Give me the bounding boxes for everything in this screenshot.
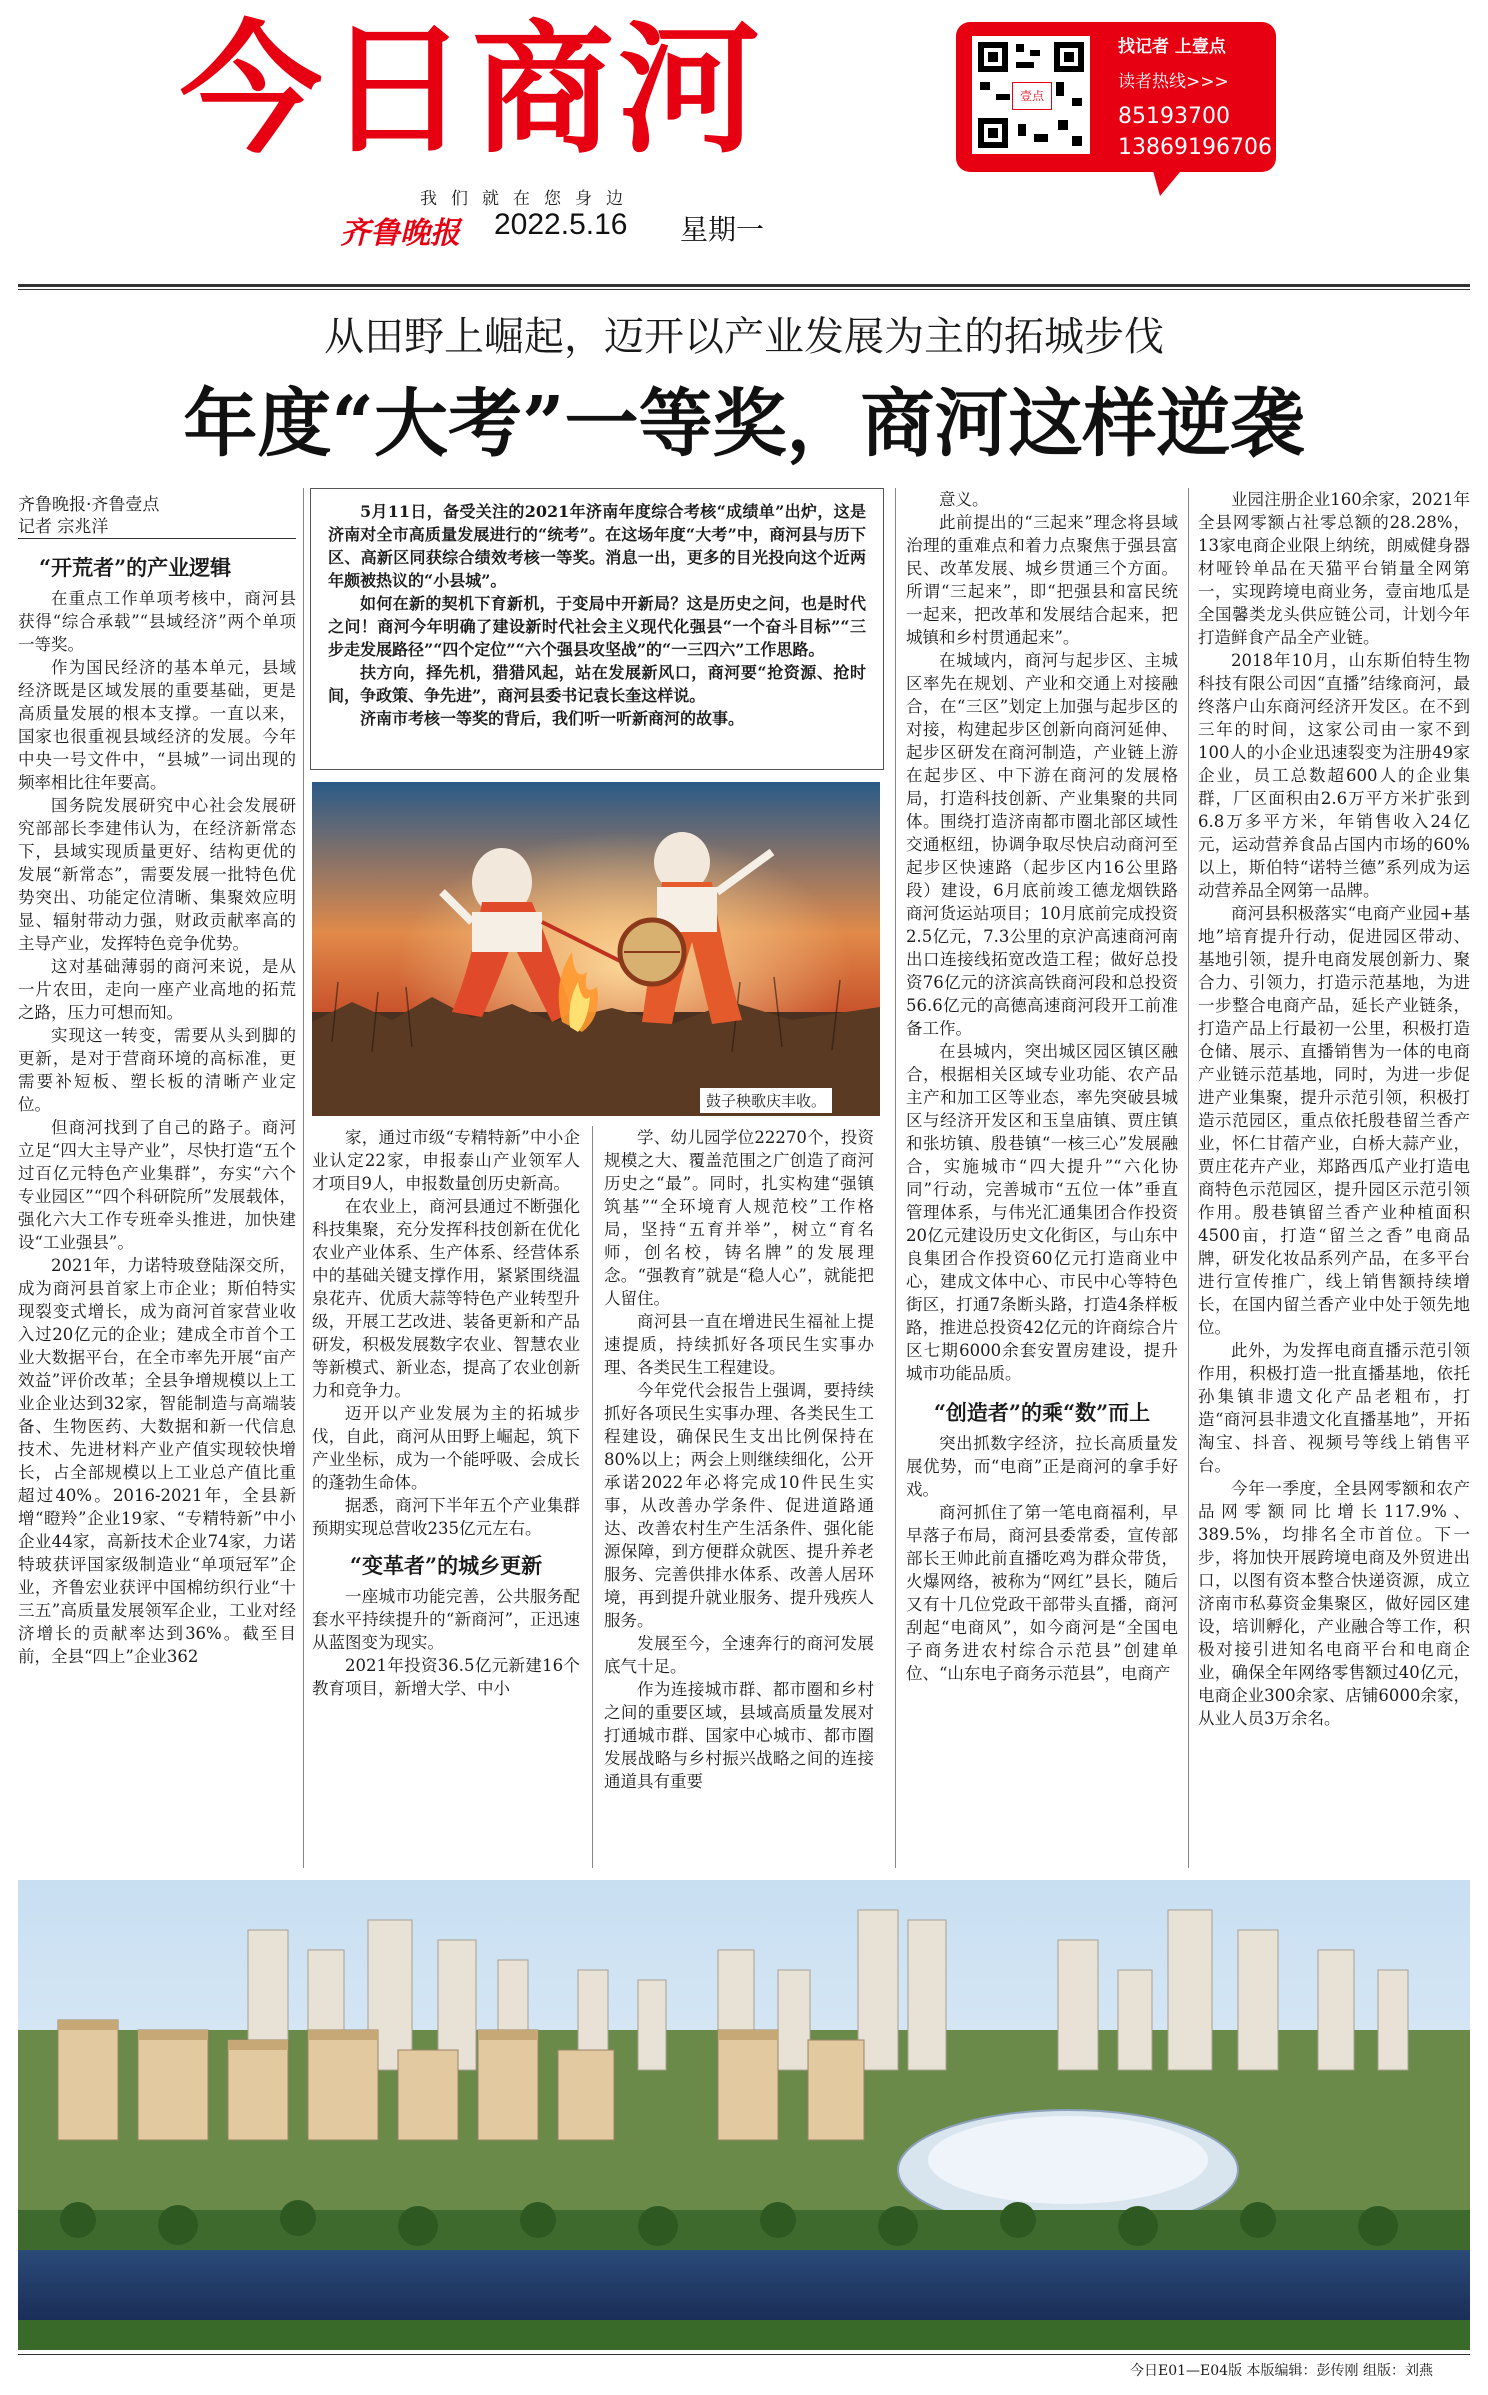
paragraph: 2021年投资36.5亿元新建16个教育项目，新增大学、中小 [312,1656,580,1698]
city-aerial-photo [18,1880,1470,2350]
paragraph: 在重点工作单项考核中，商河县获得“综合承载”“县域经济”两个单项一等奖。 [18,589,296,654]
article-headline: 年度“大考”一等奖，商河这样逆袭 [183,381,1305,467]
contact-phone1: 85193700 [1118,104,1230,129]
paragraph: 突出抓数字经济，拉长高质量发展优势，而“电商”正是商河的拿手好戏。 [906,1434,1178,1499]
paragraph: 商河抓住了第一笔电商福利，早早落子布局，商河县委常委，宣传部部长王帅此前直播吃鸡为群众带货，火爆网络，被称为“网红”县长，随后又有十几位党政干部带头直播，商河刮起“电商风”，如今商河是“全国电子商务进农村综合示范县”创建单位、“山东电子商务示范县”，电商产 [906,1503,1178,1683]
paragraph: 此前提出的“三起来”理念将县域治理的重难点和着力点聚焦于强县富民、改革发展、城乡贯通三个方面。所谓“三起来”，即“把强县和富民统一起来，把改革和发展结合起来，把城镇和乡村贯通起来”。 [906,513,1178,647]
paragraph: 业园注册企业160余家，2021年全县网零额占社零总额的28.28%，13家电商企业限上纳统，朗威健身器材哑铃单品在天猫平台销量全网第一，实现跨境电商业务，壹亩地瓜是全国馨类龙头供应链公司，计划今年打造鲜食产品全产业链。 [1198,490,1470,647]
byline-reporter: 记者 宗兆洋 [18,517,109,537]
paragraph: 但商河找到了自己的路子。商河立足“四大主导产业”，尽快打造“五个过百亿元特色产业集群”，夯实“六个专业园区”“四个科研院所”发展载体，强化六大工作专班牵头推进，加快建设“工业强县”。 [18,1118,296,1252]
paragraph: 作为国民经济的基本单元，县域经济既是区域发展的重要基础，更是高质量发展的根本支撑。一直以来，国家也很重视县域经济的发展。今年中央一号文件中，“县城”一词出现的频率相比往年要高。 [18,658,296,792]
column-divider [1188,488,1189,1868]
paragraph: 这对基础薄弱的商河来说，是从一片农田，走向一座产业高地的拓荒之路，压力可想而知。 [18,957,296,1022]
contact-text [1118,32,1278,160]
column-divider [303,488,304,1868]
intro-text [328,500,866,730]
intro-paragraph: 扶方向，择先机，猎猎风起，站在发展新风口，商河要“抢资源、抢时间，争政策、争先进”，商河县委书记袁长奎这样说。 [328,663,866,705]
paragraph: 意义。 [939,490,989,509]
paragraph: 在城域内，商河与起步区、主城区率先在规划、产业和交通上对接融合，在“三区”划定上加强与起步区的对接，构建起步区创新向商河延伸、起步区研发在商河制造，产业链上游在起步区、中下游在商河的发展格局，打造科技创新、产业集聚的共同体。围绕打造济南都市圈北部区域性交通枢纽，协调争取尽快启动商河至起步区快速路（起步区内16公里路段）建设，6月底前竣工德龙烟铁路商河货运站项目；10月底前完成投资2.5亿元，7.3公里的京沪高速商河南出口连接线拓宽改造工程；做好总投资76亿元的济滨高铁商河段和总投资56.6亿元的高德高速商河段开工前准备工作。 [906,651,1178,1038]
paragraph: 学、幼儿园学位22270个，投资规模之大、覆盖范围之广创造了商河历史之“最”。同时，扎实构建“强镇筑基”“全环境育人规范校”工作格局，坚持“五育并举”，树立“育名师，创名校，铸名牌”的发展理念。“强教育”就是“稳人心”，就能把人留住。 [604,1128,874,1308]
yangge-dance-photo [312,782,880,1116]
issue-weekday: 星期一 [680,213,765,246]
paragraph: 商河县积极落实“电商产业园+基地”培育提升行动，促进园区带动、基地引领，提升电商发展创新力、聚合力、引领力，打造示范基地，为进一步整合电商产品，延长产业链条，打造产品上行最初一公里，积极打造仓储、展示、直播销售为一体的电商产业链示范基地，同时，为进一步促进产业集聚，提升示范引领，积极打造示范园区，重点依托殷巷留兰香产业，怀仁甘蓿产业，白桥大蒜产业，贾庄花卉产业，郑路西瓜产业打造电商特色示范园区，提升园区示范引领作用。殷巷镇留兰香产业种植面积4500亩，打造“留兰之香”电商品牌，研发化妆品系列产品，在多平台进行宣传推广，线上销售额持续增长，在国内留兰香产业中处于领先地位。 [1198,904,1470,1337]
paragraph: 家，通过市级“专精特新”中小企业认定22家，申报泰山产业领军人才项目9人，申报数量创历史新高。 [312,1128,580,1193]
paragraph: 今年党代会报告上强调，要持续抓好各项民生实事办理、各类民生工程建设，确保民生支出比例保持在80%以上；两会上则继续细化，公开承诺2022年必将完成10件民生实事，从改善办学条件、促进道路通达、改善农村生产生活条件、强化能源保障，到方便群众就医、提升养老服务、完善供排水体系、改善人居环境，再到提升就业服务、提升残疾人服务。 [604,1381,874,1630]
speech-tail-icon [1150,160,1210,200]
section-heading: “变革者”的城乡更新 [349,1553,543,1578]
byline-publication: 齐鲁晚报·齐鲁壹点 [18,495,160,515]
paragraph: 据悉，商河下半年五个产业集群预期实现总营收235亿元左右。 [312,1496,580,1538]
section-heading: “开荒者”的产业逻辑 [39,555,232,580]
intro-paragraph: 济南市考核一等奖的背后，我们听一听新商河的故事。 [360,709,745,728]
masthead-rule-thin [18,289,1470,290]
qr-label: 壹点 [1012,82,1052,110]
intro-paragraph: 如何在新的契机下育新机，于变局中开新局？这是历史之问，也是时代之问！商河今年明确了建设新时代社会主义现代化强县“一个奋斗目标”“三步走发展路径”“四个定位”“六个强县攻坚战”的“一三四六”工作思路。 [328,594,866,659]
paragraph: 实现这一转变，需要从头到脚的更新，是对于营商环境的高标准，更需要补短板、塑长板的清晰产业定位。 [18,1026,296,1114]
paragraph: 迈开以产业发展为主的拓城步伐，自此，商河从田野上崛起，筑下产业坐标，成为一个能呼吸、会成长的蓬勃生命体。 [312,1404,580,1492]
footer-rule [18,2354,1470,2355]
paragraph: 作为连接城市群、都市圈和乡村之间的重要区域，县域高质量发展对打通城市群、国家中心城市、都市圈发展战略与乡村振兴战略之间的连接通道具有重要 [604,1680,874,1791]
paragraph: 在农业上，商河县通过不断强化科技集聚，充分发挥科技创新在优化农业产业体系、生产体系、经营体系中的基础关键支撑作用，紧紧围绕温泉花卉、优质大蒜等特色产业转型升级，开展工艺改进、装备更新和产品研发，积极发展数字农业、智慧农业等新模式、新业态，提高了农业创新力和竞争力。 [312,1197,580,1400]
intro-paragraph: 5月11日，备受关注的2021年济南年度综合考核“成绩单”出炉，这是济南对全市高质量发展进行的“统考”。在这场年度“大考”中，商河县与历下区、高新区同获综合绩效考核一等奖。消息一出，更多的目光投向这个近两年颇被热议的“小县城”。 [328,502,866,590]
paragraph: 商河县一直在增进民生福祉上提速提质，持续抓好各项民生实事办理、各类民生工程建设。 [604,1312,874,1377]
column-2 [312,1126,580,1878]
paragraph: 今年一季度，全县网零额和农产品网零额同比增长117.9%、389.5%，均排名全市首位。下一步，将加快开展跨境电商及外贸进出口，以图有资本整合快递资源，成立济南市私募资金集聚区，做好园区建设，培训孵化，产业融合等工作，积极对接引进知名电商平台和电商企业，确保全年网络零售额过40亿元，电商企业300余家、店铺6000余家，从业人员3万余名。 [1198,1479,1470,1728]
column-4 [906,488,1178,1878]
contact-phone2: 13869196706 [1118,135,1272,160]
page-footer: 今日E01—E04版 本版编辑：彭传刚 组版：刘燕 [1130,2363,1433,2379]
masthead-title: 今日商河 [180,8,764,173]
contact-line2: 读者热线>>> [1118,72,1229,92]
issue-date: 2022.5.16 [494,208,628,241]
column-divider [895,488,896,1868]
paragraph: 2021年，力诺特玻登陆深交所，成为商河县首家上市企业；斯伯特实现裂变式增长，成为商河首家营业收入过20亿元的企业；建成全市首个工业大数据平台，在全市率先开展“亩产效益”评价改革；全县争增规模以上工业企业达到32家，智能制造与高端装备、生物医药、大数据和新一代信息技术、先进材料产业产值实现较快增长，占全部规模以上工业总产值比重超过40%。2016-2021年，全县新增“瞪羚”企业19家、“专精特新”中小企业44家，高新技术企业74家，力诺特玻获评国家级制造业“单项冠军”企业，齐鲁宏业获评中国棉纺织行业“十三五”高质量发展领军企业，工业对经济增长的贡献率达到36%。截至目前，全县“四上”企业362 [18,1256,296,1666]
paragraph: 此外，为发挥电商直播示范引领作用，积极打造一批直播基地，依托孙集镇非遗文化产品老粗布，打造“商河县非遗文化直播基地”，开拓淘宝、抖音、视频号等线上销售平台。 [1198,1341,1470,1475]
paragraph: 发展至今，全速奔行的商河发展底气十足。 [604,1634,874,1676]
paragraph: 一座城市功能完善，公共服务配套水平持续提升的“新商河”，正迅速从蓝图变为现实。 [312,1587,580,1652]
paragraph: 在县城内，突出城区园区镇区融合，根据相关区域专业功能、农产品主产和加工区等业态，率先突破县城区与经济开发区和玉皇庙镇、贾庄镇和张坊镇、殷巷镇“一核三心”发展融合，实施城市“四大提升”“六化协同”行动，完善城市“五位一体”垂直管理体系，与伟光汇通集团合作投资20亿元建设历史文化街区，与山东中良集团合作投资60亿元打造商业中心，建成文体中心、市民中心等特色街区，打通7条断头路，打造4条样板路，推进总投资42亿元的许商综合片区七期6000余套安置房建设，提升城市功能品质。 [906,1042,1178,1383]
newspaper-brand: 齐鲁晚报 [340,216,460,251]
contact-line1: 找记者 上壹点 [1118,37,1226,57]
qr-code-icon[interactable] [972,36,1090,154]
masthead-slogan: 我们就在您身边 [420,189,637,209]
paragraph: 2018年10月，山东斯伯特生物科技有限公司因“直播”结缘商河，最终落户山东商河经济开发区。在不到三年的时间，这家公司由一家不到100人的小企业迅速裂变为注册49家企业，员工总数超600人的企业集群，厂区面积由2.6万平方米扩张到6.8万多平方米，年销售收入24亿元，运动营养食品占国内市场的60%以上，斯伯特“诺特兰德”系列成为运动营养品全网第一品牌。 [1198,651,1470,900]
paragraph: 国务院发展研究中心社会发展研究部部长李建伟认为，在经济新常态下，县域实现质量更好、结构更优的发展“新常态”，需要发展一批特色优势突出、功能定位清晰、集聚效应明显、辐射带动力强，财政贡献率高的主导产业，发挥特色竞争优势。 [18,796,296,953]
column-5 [1198,488,1470,1878]
byline-rule [18,538,296,539]
section-heading: “创造者”的乘“数”而上 [933,1400,1151,1425]
column-divider [592,1126,593,1868]
article-subhead: 从田野上崛起，迈开以产业发展为主的拓城步伐 [324,314,1164,360]
column-1 [18,548,296,1878]
column-3 [604,1126,874,1878]
masthead-rule [18,284,1470,287]
photo-caption: 鼓子秧歌庆丰收。 [700,1088,832,1113]
